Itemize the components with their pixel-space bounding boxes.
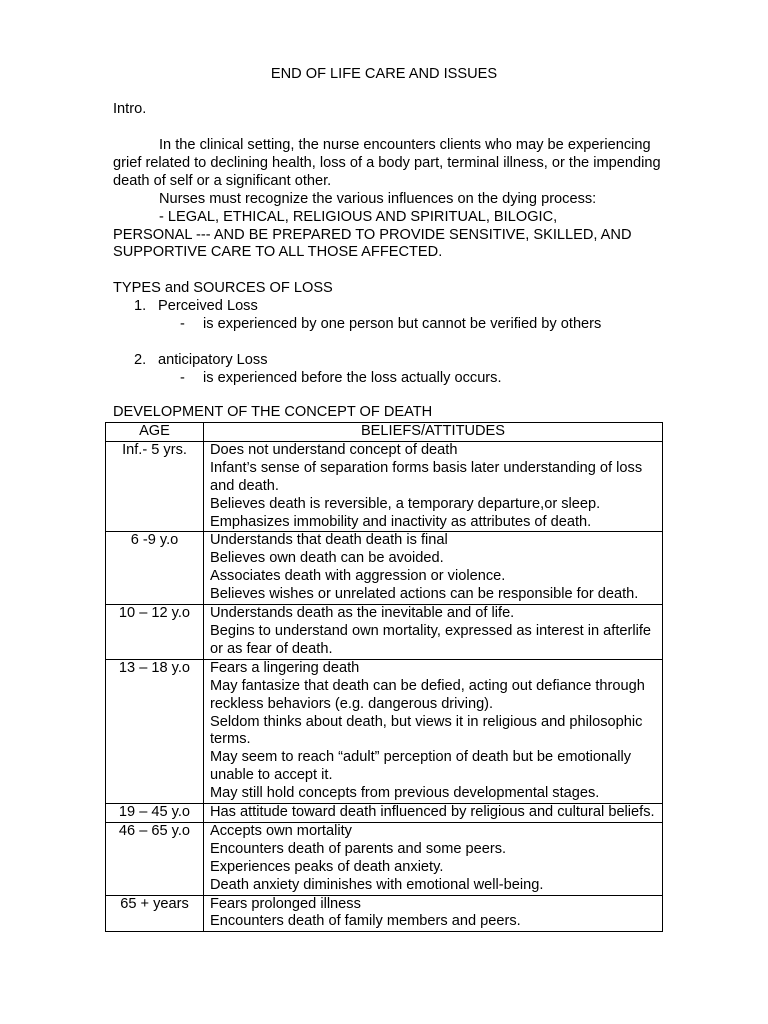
- belief-line: Believes own death can be avoided.: [210, 550, 444, 567]
- beliefs-cell: [204, 659, 663, 803]
- document-title: END OF LIFE CARE AND ISSUES: [270, 66, 498, 82]
- belief-line: Seldom thinks about death, but views it in religious and philosophic terms.: [210, 713, 643, 748]
- belief-line: May fantasize that death can be defied, acting out defiance through reckless behaviors (e.g. dangerous driving).: [210, 677, 645, 712]
- beliefs-cell: [204, 822, 663, 895]
- intro-paragraph-2: Nurses must recognize the various influences on the dying process:: [159, 190, 597, 207]
- table-row: [106, 441, 663, 532]
- age-cell: 13 – 18 y.o: [106, 659, 204, 803]
- intro-paragraph-3-rest: PERSONAL --- AND BE PREPARED TO PROVIDE SENSITIVE, SKILLED, AND SUPPORTIVE CARE TO ALL THOSE AFFECTED.: [113, 226, 632, 261]
- belief-line: Understands death as the inevitable and of life.: [210, 605, 515, 622]
- table-body: [106, 441, 663, 931]
- age-cell: 6 -9 y.o: [106, 532, 204, 605]
- belief-line: Encounters death of family members and peers.: [210, 913, 521, 930]
- types-heading: TYPES and SOURCES OF LOSS: [113, 280, 333, 296]
- loss-type-description: is experienced by one person but cannot be verified by others: [203, 316, 602, 332]
- belief-line: Has attitude toward death influenced by religious and cultural beliefs.: [210, 804, 655, 821]
- intro-heading: Intro.: [113, 101, 147, 117]
- development-heading: DEVELOPMENT OF THE CONCEPT OF DEATH: [113, 404, 433, 420]
- belief-line: Encounters death of parents and some peers.: [210, 840, 507, 857]
- beliefs-cell: [204, 605, 663, 660]
- table-row: [106, 605, 663, 660]
- loss-type-name: Perceived Loss: [158, 298, 258, 314]
- intro-paragraph-3-line1: - LEGAL, ETHICAL, RELIGIOUS AND SPIRITUAL, BILOGIC,: [159, 208, 558, 225]
- table-row: [106, 822, 663, 895]
- belief-line: Understands that death death is final: [210, 532, 448, 549]
- loss-type-number: 2.: [134, 352, 147, 368]
- age-cell: 10 – 12 y.o: [106, 605, 204, 660]
- beliefs-column-header: BELIEFS/ATTITUDES: [204, 423, 663, 442]
- belief-line: Experiences peaks of death anxiety.: [210, 858, 444, 875]
- belief-line: Fears a lingering death: [210, 659, 360, 676]
- belief-line: Begins to understand own mortality, expressed as interest in afterlife or as fear of death.: [210, 622, 652, 657]
- table-row: [106, 659, 663, 803]
- table-row: [106, 532, 663, 605]
- loss-type-number: 1.: [134, 298, 147, 314]
- table-header-row: [106, 423, 663, 442]
- age-cell: 46 – 65 y.o: [106, 822, 204, 895]
- belief-line: May still hold concepts from previous developmental stages.: [210, 785, 600, 802]
- beliefs-cell: [204, 895, 663, 932]
- belief-line: Associates death with aggression or violence.: [210, 568, 506, 585]
- age-cell: 65 + years: [106, 895, 204, 932]
- table-row: [106, 895, 663, 932]
- table-row: [106, 804, 663, 823]
- belief-line: Accepts own mortality: [210, 822, 352, 839]
- death-concept-table: [105, 422, 663, 932]
- age-cell: Inf.- 5 yrs.: [106, 441, 204, 532]
- beliefs-cell: [204, 804, 663, 823]
- age-column-header: AGE: [106, 423, 204, 442]
- intro-body: [113, 137, 673, 262]
- belief-line: Believes death is reversible, a temporary departure,or sleep.: [210, 495, 601, 512]
- belief-line: Believes wishes or unrelated actions can be responsible for death.: [210, 586, 639, 603]
- loss-type-description: is experienced before the loss actually occurs.: [203, 370, 502, 386]
- belief-line: Death anxiety diminishes with emotional well-being.: [210, 876, 544, 893]
- intro-paragraph-1: In the clinical setting, the nurse encounters clients who may be experiencing grief related to declining health, loss of a body part, terminal illness, or the impending death of self or a significant other.: [113, 137, 661, 189]
- belief-line: Does not understand concept of death: [210, 441, 458, 458]
- loss-type-dash: -: [180, 316, 185, 332]
- belief-line: Emphasizes immobility and inactivity as attributes of death.: [210, 513, 592, 530]
- loss-type-name: anticipatory Loss: [158, 352, 268, 368]
- age-cell: 19 – 45 y.o: [106, 804, 204, 823]
- belief-line: Fears prolonged illness: [210, 895, 361, 912]
- belief-line: Infant’s sense of separation forms basis later understanding of loss and death.: [210, 459, 643, 494]
- loss-type-dash: -: [180, 370, 185, 386]
- beliefs-cell: [204, 532, 663, 605]
- beliefs-cell: [204, 441, 663, 532]
- belief-line: May seem to reach “adult” perception of death but be emotionally unable to accept it.: [210, 749, 632, 784]
